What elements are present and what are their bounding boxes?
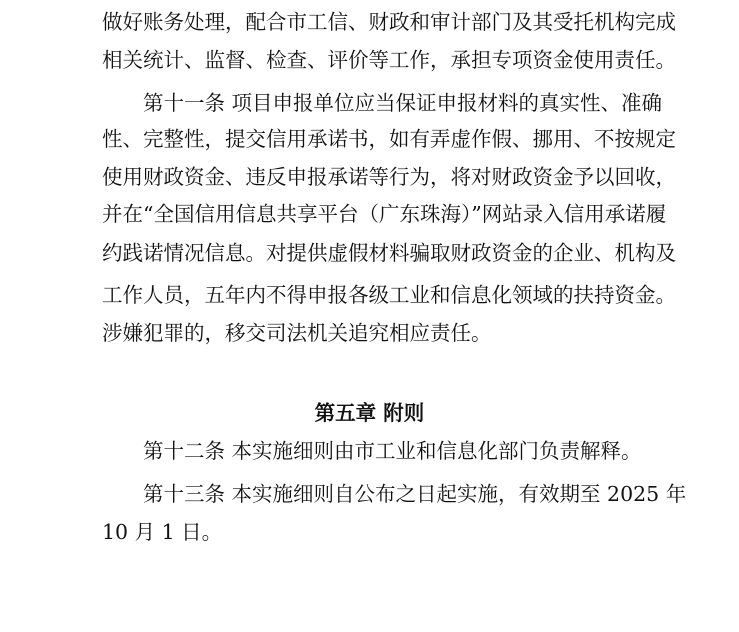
article-13-line: 第十三条 本实施细则自公布之日起实施，有效期至 2025 年	[143, 482, 687, 506]
article-11-line: 性、完整性，提交信用承诺书，如有弄虚作假、挪用、不按规定	[102, 127, 676, 151]
article-11-line: 并在“全国信用信息共享平台（广东珠海）”网站录入信用承诺履	[102, 202, 667, 226]
article-11-line: 涉嫌犯罪的，移交司法机关追究相应责任。	[102, 321, 492, 345]
paragraph-line: 相关统计、监督、检查、评价等工作，承担专项资金使用责任。	[102, 48, 676, 72]
chapter-heading: 第五章 附则	[314, 401, 425, 425]
article-11-line: 第十一条 项目申报单位应当保证申报材料的真实性、准确	[143, 91, 663, 115]
paragraph-line: 做好账务处理，配合市工信、财政和审计部门及其受托机构完成	[102, 10, 676, 34]
article-11-line: 使用财政资金、违反申报承诺等行为，将对财政资金予以回收，	[102, 165, 676, 189]
article-12-line: 第十二条 本实施细则由市工业和信息化部门负责解释。	[143, 439, 642, 463]
article-13-line: 10 月 1 日。	[102, 520, 223, 544]
article-11-line: 工作人员，五年内不得申报各级工业和信息化领域的扶持资金。	[102, 283, 676, 307]
article-11-line: 约践诺情况信息。对提供虚假材料骗取财政资金的企业、机构及	[102, 241, 676, 265]
